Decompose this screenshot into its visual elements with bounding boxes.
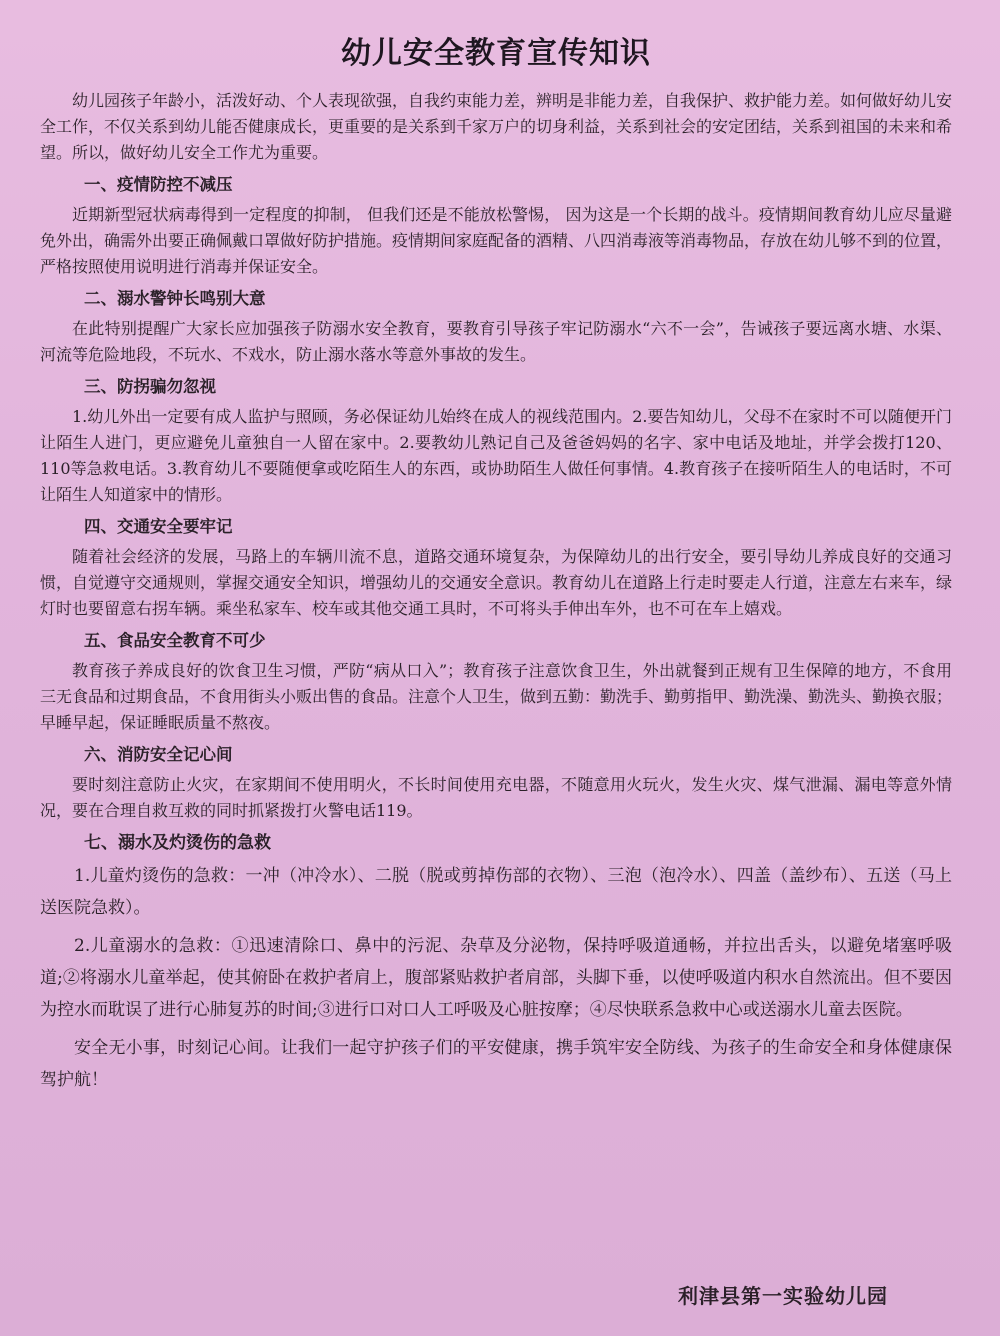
section-first-aid bbox=[40, 830, 952, 1026]
section-epidemic bbox=[40, 172, 952, 280]
section-heading: 七、溺水及灼烫伤的急救 bbox=[84, 833, 271, 853]
section-heading: 二、溺水警钟长鸣别大意 bbox=[84, 289, 266, 308]
section-heading: 四、交通安全要牢记 bbox=[84, 517, 233, 536]
document-title: 幼儿安全教育宣传知识 bbox=[341, 36, 651, 71]
section-traffic-safety bbox=[40, 514, 952, 622]
intro-paragraph: 幼儿园孩子年龄小，活泼好动、个人表现欲强，自我约束能力差，辨明是非能力差，自我保护、救护能力差。如何做好幼儿安全工作，不仅关系到幼儿能否健康成长，更重要的是关系到千家万户的切身利益，关系到社会的安定团结，关系到祖国的未来和希望。所以，做好幼儿安全工作尤为重要。 bbox=[40, 91, 953, 162]
drowning-first-aid-item: 2.儿童溺水的急救：①迅速清除口、鼻中的污泥、杂草及分泌物，保持呼吸道通畅，并拉出舌头，以避免堵塞呼吸道;②将溺水儿童举起，使其俯卧在救护者肩上，腹部紧贴救护者肩部，头脚下垂，以使呼吸道内积水自然流出。但不要因为控水而耽误了进行心肺复苏的时间;③进行口对口人工呼吸及心脏按摩；④尽快联系急救中心或送溺水儿童去医院。 bbox=[40, 936, 952, 1020]
section-fire-safety bbox=[40, 742, 952, 824]
section-heading: 六、消防安全记心间 bbox=[84, 745, 233, 764]
section-heading: 一、疫情防控不减压 bbox=[84, 175, 233, 194]
section-body: 要时刻注意防止火灾，在家期间不使用明火，不长时间使用充电器，不随意用火玩火，发生火灾、煤气泄漏、漏电等意外情况，要在合理自救互救的同时抓紧拨打火警电话119。 bbox=[40, 775, 952, 820]
section-drowning-warning bbox=[40, 286, 952, 368]
section-heading: 三、防拐骗勿忽视 bbox=[84, 377, 216, 396]
burn-first-aid-item: 1.儿童灼烫伤的急救：一冲（冲冷水）、二脱（脱或剪掉伤部的衣物）、三泡（泡冷水）、四盖（盖纱布）、五送（马上送医院急救）。 bbox=[40, 866, 952, 918]
signature: 利津县第一实验幼儿园 bbox=[678, 1284, 888, 1308]
section-body: 在此特别提醒广大家长应加强孩子防溺水安全教育，要教育引导孩子牢记防溺水“六不一会”，告诫孩子要远离水塘、水渠、河流等危险地段，不玩水、不戏水，防止溺水落水等意外事故的发生。 bbox=[40, 319, 952, 364]
section-food-safety bbox=[40, 628, 952, 736]
section-body: 教育孩子养成良好的饮食卫生习惯，严防“病从口入”；教育孩子注意饮食卫生，外出就餐到正规有卫生保障的地方，不食用三无食品和过期食品，不食用街头小贩出售的食品。注意个人卫生，做到五勤：勤洗手、勤剪指甲、勤洗澡、勤洗头、勤换衣服；早睡早起，保证睡眠质量不熬夜。 bbox=[40, 661, 953, 732]
section-body: 近期新型冠状病毒得到一定程度的抑制， 但我们还是不能放松警惕， 因为这是一个长期的战斗。疫情期间教育幼儿应尽量避免外出，确需外出要正确佩戴口罩做好防护措施。疫情期间家庭配备的酒精、八四消毒液等消毒物品，存放在幼儿够不到的位置，严格按照使用说明进行消毒并保证安全。 bbox=[40, 205, 953, 276]
section-anti-abduction bbox=[40, 374, 952, 508]
section-body: 随着社会经济的发展，马路上的车辆川流不息，道路交通环境复杂，为保障幼儿的出行安全，要引导幼儿养成良好的交通习惯，自觉遵守交通规则，掌握交通安全知识，增强幼儿的交通安全意识。教育幼儿在道路上行走时要走人行道，注意左右来车，绿灯时也要留意右拐车辆。乘坐私家车、校车或其他交通工具时，不可将头手伸出车外，也不可在车上嬉戏。 bbox=[40, 547, 953, 618]
section-body: 1.幼儿外出一定要有成人监护与照顾，务必保证幼儿始终在成人的视线范围内。2.要告知幼儿，父母不在家时不可以随便开门让陌生人进门，更应避免儿童独自一人留在家中。2.要教幼儿熟记自己及爸爸妈妈的名字、家中电话及地址，并学会拨打120、110等急救电话。3.教育幼儿不要随便拿或吃陌生人的东西，或协助陌生人做任何事情。4.教育孩子在接听陌生人的电话时，不可让陌生人知道家中的情形。 bbox=[40, 407, 952, 504]
closing-paragraph: 安全无小事，时刻记心间。让我们一起守护孩子们的平安健康，携手筑牢安全防线、为孩子的生命安全和身体健康保驾护航！ bbox=[40, 1038, 952, 1090]
section-heading: 五、食品安全教育不可少 bbox=[84, 631, 266, 650]
